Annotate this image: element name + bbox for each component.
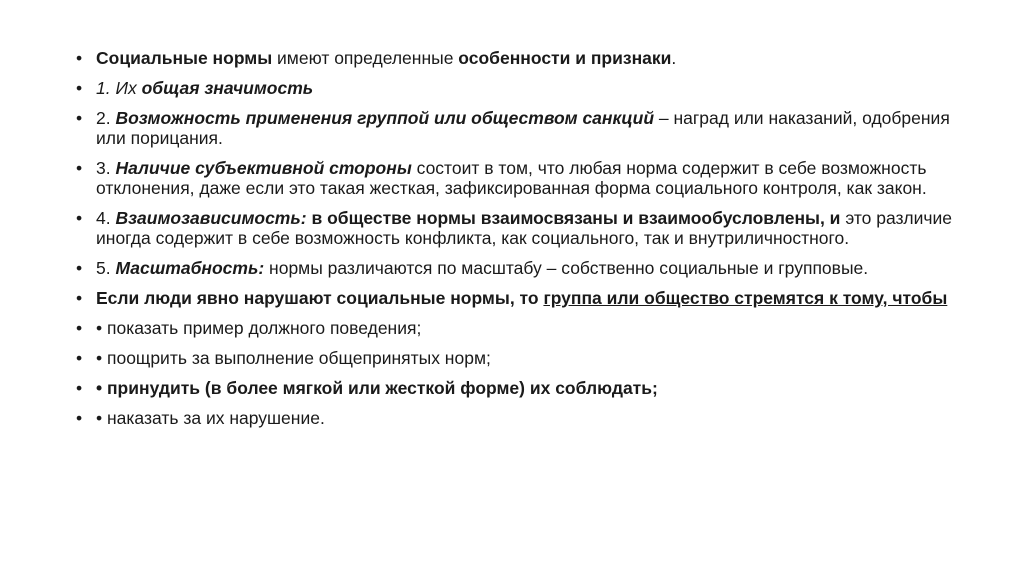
bullet-marker: •: [76, 318, 83, 338]
bullet-text-run: это различие иногда содержит в себе возможность конфликта, как социального, так и внутриличностного.: [96, 208, 952, 248]
bullet-text-run: 4.: [96, 208, 116, 228]
bullet-marker: •: [76, 378, 83, 398]
bullet-marker: •: [76, 208, 83, 228]
bullet-item: [72, 348, 952, 368]
bullet-text-run: • поощрить за выполнение общепринятых норм;: [96, 348, 491, 368]
bullet-item: [72, 408, 952, 428]
bullet-marker: •: [76, 288, 83, 308]
bullet-text-run: состоит в том, что любая норма содержит в себе возможность отклонения, даже если это такая жесткая, зафиксированная форма социального контроля, как закон.: [96, 158, 927, 198]
bullet-text-run: имеют определенные: [272, 48, 459, 68]
bullet-marker: •: [76, 158, 83, 178]
bullet-item: [72, 288, 952, 308]
bullet-text-run: • принудить (в более мягкой или жесткой форме) их соблюдать;: [96, 378, 658, 398]
bullet-item: [72, 48, 952, 68]
slide-content: [72, 48, 952, 438]
bullet-text-run: Наличие субъективной стороны: [115, 158, 412, 178]
bullet-marker: •: [76, 408, 83, 428]
bullet-text-run: 2.: [96, 108, 116, 128]
bullet-item: [72, 318, 952, 338]
bullet-marker: •: [76, 48, 83, 68]
bullet-item: [72, 378, 952, 398]
bullet-marker: •: [76, 78, 83, 98]
bullet-text-run: 1. Их: [96, 78, 142, 98]
bullet-marker: •: [76, 258, 83, 278]
bullet-text-run: .: [671, 48, 677, 68]
bullet-text-run: • наказать за их нарушение.: [96, 408, 325, 428]
bullet-item: [72, 78, 952, 98]
bullet-item: [72, 108, 952, 148]
bullet-text-run: – наград или наказаний, одобрения или порицания.: [96, 108, 950, 148]
bullet-item: [72, 158, 952, 198]
bullet-text-run: в обществе нормы взаимосвязаны и взаимообусловлены, и: [306, 208, 841, 228]
bullet-text-run: Возможность применения группой или обществом санкций: [115, 108, 655, 128]
bullet-text-run: Масштабность:: [115, 258, 265, 278]
bullet-text-run: группа или общество стремятся к тому, чтобы: [543, 288, 948, 308]
bullet-marker: •: [76, 108, 83, 128]
bullet-text-run: 5.: [96, 258, 116, 278]
bullet-item: [72, 208, 952, 248]
bullet-text-run: Социальные нормы: [96, 48, 273, 68]
bullet-item: [72, 258, 952, 278]
bullet-text-run: Взаимозависимость:: [115, 208, 307, 228]
bullet-text-run: особенности и признаки: [458, 48, 672, 68]
bullet-text-run: • показать пример должного поведения;: [96, 318, 422, 338]
bullet-text-run: Если люди явно нарушают социальные нормы, то: [96, 288, 544, 308]
bullet-marker: •: [76, 348, 83, 368]
bullet-text-run: общая значимость: [141, 78, 314, 98]
bullet-list: [72, 48, 952, 428]
bullet-text-run: нормы различаются по масштабу – собственно социальные и групповые.: [264, 258, 869, 278]
bullet-text-run: 3.: [96, 158, 116, 178]
